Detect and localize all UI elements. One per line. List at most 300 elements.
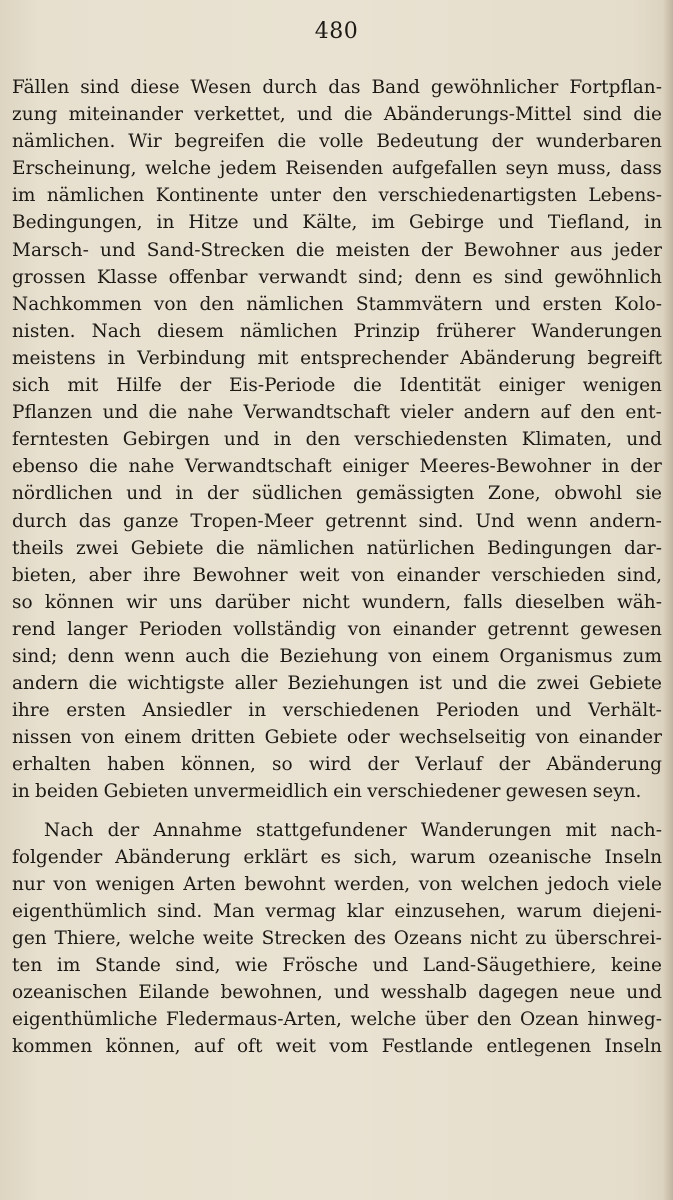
word: Nach <box>44 819 94 841</box>
word: nisten. <box>12 320 76 342</box>
word: einem <box>124 727 182 749</box>
word: den <box>580 402 616 424</box>
word: und <box>498 212 534 234</box>
word: welche <box>350 1009 417 1031</box>
word: diesem <box>157 320 224 342</box>
word: Zone, <box>487 483 541 505</box>
word: Klasse <box>96 266 158 288</box>
word: Gebiete <box>264 727 338 749</box>
paragraph-gap <box>12 806 662 817</box>
word: in <box>107 347 126 369</box>
word: Kolo- <box>614 293 662 315</box>
word: vermag <box>265 900 337 922</box>
word: oft <box>237 1036 263 1058</box>
word: Lebens- <box>588 185 662 207</box>
word: Bedingungen, <box>12 212 143 234</box>
word: andern- <box>589 510 662 532</box>
word: nämlichen <box>256 537 355 559</box>
word: Bedeutung <box>376 131 479 153</box>
word: Und <box>475 510 515 532</box>
word: nach- <box>610 819 662 841</box>
text-line <box>12 535 662 562</box>
word: Wanderungen <box>420 819 552 841</box>
text-line <box>12 751 662 778</box>
word: ihre <box>143 564 181 586</box>
word: seyn. <box>592 781 642 803</box>
word: südlichen <box>252 483 343 505</box>
word: bewohnt <box>244 873 326 895</box>
word: der <box>421 239 453 261</box>
word: die <box>295 239 325 261</box>
word: nicht <box>302 591 350 613</box>
word: andern <box>12 673 79 695</box>
word: Beziehungen <box>287 673 409 695</box>
word: uns <box>169 591 203 613</box>
word: nicht <box>469 927 518 949</box>
word: von <box>388 645 422 667</box>
word: sind; <box>12 645 58 667</box>
word: Eis-Periode <box>228 375 336 397</box>
word: verschiedenartigsten <box>378 185 577 207</box>
word: im <box>56 955 81 976</box>
word: einander <box>392 618 476 640</box>
word: Verlauf <box>415 754 483 776</box>
word: begreift <box>587 347 662 369</box>
word: klar <box>346 900 384 922</box>
word: sich, <box>353 846 398 868</box>
text-line <box>12 778 662 805</box>
word: haben <box>107 754 165 776</box>
word: Eilande <box>138 982 210 1004</box>
word: sie <box>635 483 662 505</box>
word: und <box>452 673 488 695</box>
word: keine <box>611 955 662 976</box>
text-line <box>12 508 662 535</box>
word: Fledermaus-Arten, <box>165 1009 342 1031</box>
word: Nach <box>91 320 142 342</box>
word: ersten <box>542 293 603 315</box>
text-line <box>12 844 662 871</box>
word: zum <box>622 645 662 667</box>
word: Stande <box>94 955 161 976</box>
word: Hitze <box>188 212 239 234</box>
page-number: 480 <box>314 19 359 44</box>
word: welche <box>145 158 212 180</box>
word: die <box>343 104 373 126</box>
word: in <box>273 429 292 451</box>
word: jedoch <box>547 873 610 895</box>
word: den <box>305 429 341 451</box>
word: von <box>418 873 453 895</box>
word: mit <box>565 819 597 841</box>
word: folgender <box>12 846 103 868</box>
word: durch <box>262 77 318 98</box>
word: verkettet, <box>194 104 286 126</box>
word: welchen <box>460 873 539 895</box>
text-line <box>12 670 662 697</box>
word: offenbar <box>168 266 248 288</box>
word: dieselben <box>514 591 605 613</box>
text-line <box>12 399 662 426</box>
word: jeder <box>613 239 662 261</box>
text-line <box>12 643 662 670</box>
word: in <box>248 700 267 722</box>
word: zu <box>525 927 547 949</box>
word: gemässigten <box>355 483 475 505</box>
word: wenn <box>526 510 578 532</box>
word: und <box>372 955 409 976</box>
word: nämlichen <box>239 320 338 342</box>
word: gewöhnlich <box>554 266 662 288</box>
text-line <box>12 562 662 589</box>
word: beiden <box>35 781 99 803</box>
word: denn <box>414 266 462 288</box>
word: Abänderungs-Mittel <box>383 104 572 126</box>
word: eigenthümliche <box>12 1009 158 1031</box>
word: Organismus <box>499 645 613 667</box>
word: und <box>102 402 139 424</box>
word: weit <box>275 1036 316 1058</box>
word: Verwandtschaft <box>243 402 391 424</box>
word: diese <box>130 77 180 98</box>
word: Verwandtschaft <box>185 456 332 478</box>
word: in <box>601 456 620 478</box>
word: Gebieten <box>103 781 189 803</box>
word: dass <box>620 158 662 180</box>
word: von <box>53 873 87 895</box>
word: im <box>371 212 395 234</box>
word: sind <box>503 266 544 288</box>
word: können, <box>180 754 256 776</box>
word: der <box>107 819 140 841</box>
word: nämlichen <box>246 293 344 315</box>
word: wie <box>235 955 268 976</box>
word: einander <box>578 727 662 749</box>
word: auf <box>193 1036 224 1058</box>
word: Beziehung <box>279 645 379 667</box>
word: wechselseitig <box>399 727 527 749</box>
word: die <box>353 375 382 397</box>
word: sind. <box>418 510 464 532</box>
word: sind; <box>358 266 404 288</box>
text-line <box>12 372 662 399</box>
word: andern <box>463 402 531 424</box>
word: von <box>81 727 115 749</box>
word: wichtigste <box>127 673 225 695</box>
word: erklärt <box>243 846 308 868</box>
word: Reisenden <box>285 158 384 180</box>
word: Perioden <box>138 618 223 640</box>
word: unter <box>269 185 322 207</box>
word: gewöhnlicher <box>430 77 559 98</box>
word: Man <box>212 900 255 922</box>
word: obwohl <box>554 483 623 505</box>
word: ent- <box>625 402 662 424</box>
word: verschiedensten <box>354 429 508 451</box>
word: jedem <box>219 158 277 180</box>
word: das <box>78 510 112 532</box>
word: nissen <box>12 727 72 749</box>
word: verschieden <box>491 564 606 586</box>
word: sind, <box>616 564 662 586</box>
word: und <box>99 239 136 261</box>
word: diejeni- <box>592 900 662 922</box>
word: ersten <box>66 700 126 722</box>
word: vollständig <box>233 618 337 640</box>
word: Strecken <box>261 927 346 949</box>
word: nämlichen <box>46 185 145 207</box>
word: nahe <box>187 402 234 424</box>
word: grossen <box>12 266 86 288</box>
word: können <box>44 591 114 613</box>
word: wunderbaren <box>536 131 662 153</box>
word: und <box>535 700 572 722</box>
word: nämlichen. <box>12 131 116 153</box>
word: einiger <box>498 375 565 397</box>
word: Band <box>371 77 420 98</box>
word: und <box>296 104 333 126</box>
word: theils <box>12 537 64 559</box>
text-line <box>12 871 662 898</box>
word: überschrei- <box>554 927 662 949</box>
word: zung <box>12 104 58 126</box>
text-line <box>12 345 662 372</box>
word: warum <box>410 846 476 868</box>
word: Gebirge <box>408 212 485 234</box>
word: die <box>88 673 118 695</box>
word: die <box>240 645 270 667</box>
word: sind. <box>157 900 203 922</box>
word: Nachkommen <box>12 293 142 315</box>
word: von <box>351 564 385 586</box>
word: rend <box>12 618 56 640</box>
word: Arten <box>183 873 236 895</box>
word: natürlichen <box>366 537 475 559</box>
text-line <box>12 616 662 643</box>
word: Identität <box>399 375 481 397</box>
word: einiger <box>342 456 409 478</box>
text-line <box>12 453 662 480</box>
word: meistens <box>12 347 96 369</box>
word: den <box>199 293 235 315</box>
word: des <box>353 927 387 949</box>
word: der <box>630 456 662 478</box>
word: dagegen <box>478 982 559 1004</box>
word: Marsch- <box>12 239 89 261</box>
word: neue <box>569 982 616 1004</box>
word: Inseln <box>604 846 662 868</box>
word: ist <box>419 673 442 695</box>
word: Prinzip <box>353 320 421 342</box>
word: nur <box>12 873 45 895</box>
word: Abänderung <box>460 347 576 369</box>
word: ein <box>333 781 362 803</box>
word: von <box>153 293 188 315</box>
word: sind <box>582 104 623 126</box>
word: den <box>332 185 368 207</box>
text-line <box>12 697 662 724</box>
word: Bewohner <box>463 239 559 261</box>
word: unvermeidlich <box>193 781 328 803</box>
word: einzusehen, <box>394 900 506 922</box>
word: von <box>347 618 382 640</box>
text-line <box>12 182 662 209</box>
word: im <box>12 185 36 207</box>
word: Gebirgen <box>122 429 210 451</box>
word: Land-Säugethiere, <box>422 955 597 976</box>
text-line <box>12 155 662 182</box>
word: der <box>179 375 212 397</box>
word: oder <box>346 727 390 749</box>
word: das <box>328 77 361 98</box>
word: nördlichen <box>12 483 113 505</box>
word: Ansiedler <box>142 700 232 722</box>
word: können, <box>105 1036 181 1058</box>
word: wird <box>308 754 352 776</box>
text-line <box>12 480 662 507</box>
word: Perioden <box>435 700 519 722</box>
word: aufgefallen <box>391 158 497 180</box>
word: und <box>333 982 370 1004</box>
text-line <box>12 589 662 616</box>
word: Gebiete <box>130 537 204 559</box>
word: sind <box>80 77 120 98</box>
word: wäh- <box>616 591 662 613</box>
word: begreifen <box>174 131 265 153</box>
word: miteinander <box>68 104 183 126</box>
word: bieten, <box>12 564 77 586</box>
text-line <box>12 291 662 318</box>
text-line <box>12 898 662 925</box>
word: die <box>215 537 245 559</box>
word: Festlande <box>381 1036 474 1058</box>
word: Fällen <box>12 77 70 98</box>
word: hinweg- <box>587 1009 662 1031</box>
text-line <box>12 952 662 979</box>
word: wesshalb <box>380 982 468 1004</box>
word: darüber <box>214 591 290 613</box>
word: ferntesten <box>12 429 109 451</box>
word: Hilfe <box>116 375 162 397</box>
word: einander <box>396 564 480 586</box>
text-line <box>12 724 662 751</box>
word: nahe <box>128 456 175 478</box>
word: entlegenen <box>486 1036 592 1058</box>
text-line <box>12 264 662 291</box>
word: verschiedenen <box>282 700 420 722</box>
word: sich <box>12 375 50 397</box>
word: so <box>12 591 33 613</box>
word: Verbindung <box>137 347 246 369</box>
word: weit <box>299 564 340 586</box>
word: volle <box>319 131 364 153</box>
text-line <box>12 318 662 345</box>
word: mit <box>67 375 99 397</box>
word: und <box>252 212 289 234</box>
word: und <box>223 429 260 451</box>
word: gewesen <box>580 618 662 640</box>
word: gewesen <box>505 781 588 803</box>
word: ozeanische <box>488 846 592 868</box>
word: in <box>644 212 662 234</box>
text-line <box>12 128 662 155</box>
word: wundern, <box>362 591 452 613</box>
word: Fortpflan- <box>569 77 662 98</box>
text-line <box>12 426 662 453</box>
word: welche <box>129 927 195 949</box>
word: früherer <box>436 320 516 342</box>
word: ozeanischen <box>12 982 128 1004</box>
word: stattgefundener <box>256 819 407 841</box>
word: Bewohner <box>192 564 288 586</box>
word: entsprechender <box>300 347 449 369</box>
word: es <box>320 846 341 868</box>
word: muss, <box>557 158 612 180</box>
word: eigenthümlich <box>12 900 147 922</box>
word: in <box>156 212 175 234</box>
word: den <box>476 1009 512 1031</box>
word: verschiedener <box>367 781 501 803</box>
word: und <box>626 429 662 451</box>
word: getrennt <box>325 510 407 532</box>
word: Bedingungen <box>487 537 612 559</box>
word: Wanderungen <box>531 320 662 342</box>
word: Frösche <box>282 955 358 976</box>
word: Erscheinung, <box>12 158 137 180</box>
word: sind, <box>175 955 221 976</box>
word: die <box>148 402 178 424</box>
word: getrennt <box>487 618 569 640</box>
word: dritten <box>190 727 256 749</box>
word: Ozeans <box>393 927 463 949</box>
word: einem <box>431 645 490 667</box>
word: aus <box>570 239 603 261</box>
word: und <box>126 483 162 505</box>
word: Kälte, <box>302 212 358 234</box>
word: Kontinente <box>155 185 259 207</box>
word: bewohnen, <box>220 982 323 1004</box>
word: und <box>494 293 531 315</box>
word: dar- <box>624 537 662 559</box>
word: die <box>89 456 118 478</box>
word: wenigen <box>95 873 175 895</box>
text-line <box>12 74 662 101</box>
word: ebenso <box>12 456 79 478</box>
word: gen <box>12 927 47 949</box>
text-line <box>12 817 662 844</box>
word: Sand-Strecken <box>146 239 285 261</box>
word: zwei <box>75 537 119 559</box>
word: wir <box>126 591 157 613</box>
word: Abänderung <box>546 754 662 776</box>
word: der <box>206 483 239 505</box>
word: wenn <box>124 645 175 667</box>
word: ganze <box>123 510 179 532</box>
word: die <box>497 673 527 695</box>
word: in <box>175 483 194 505</box>
word: Tiefland, <box>547 212 631 234</box>
word: in <box>12 781 30 803</box>
word: es <box>472 266 493 288</box>
word: der <box>367 754 400 776</box>
word: der <box>498 754 531 776</box>
word: warum <box>516 900 582 922</box>
word: vieler <box>400 402 454 424</box>
word: kommen <box>12 1036 93 1058</box>
word: Wir <box>128 131 162 153</box>
word: von <box>535 727 570 749</box>
text-line <box>12 979 662 1006</box>
